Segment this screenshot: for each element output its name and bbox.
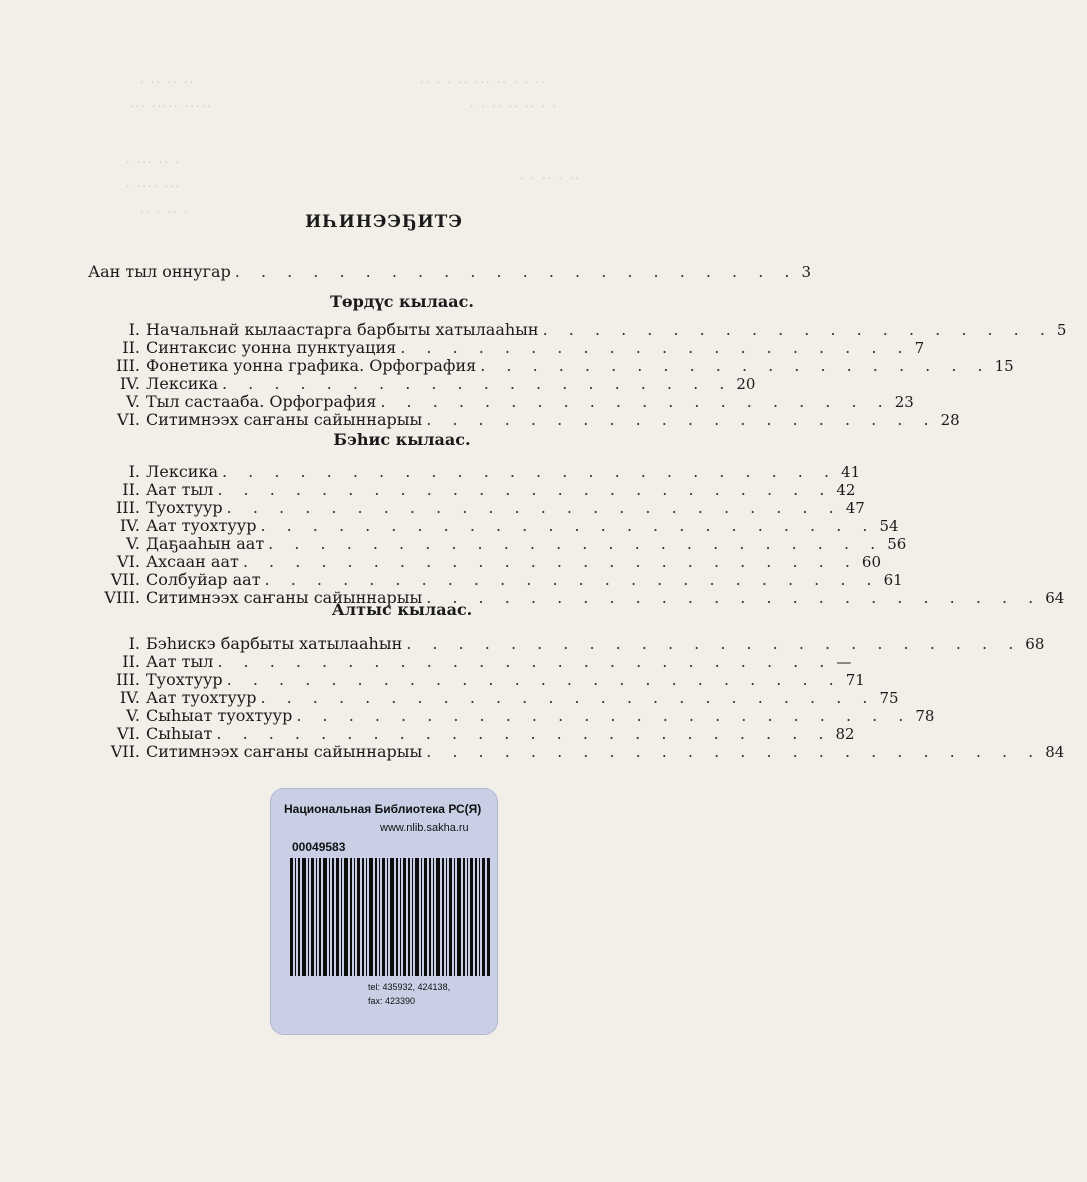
toc-row [88,706,935,725]
toc-row [88,670,865,689]
toc-row [88,724,855,743]
toc-leader-dots: . . . . . . . . . . . . . . . . . . . . . . . . [406,634,1022,653]
barcode-number: 00049583 [292,840,346,854]
toc-entry-number: II. [122,480,140,499]
toc-entry-label: Солбуйар аат [146,570,261,589]
toc-leader-dots: . . . . . . . . . . . . . . . . . . . . . . . . [426,588,1042,607]
toc-row [88,516,899,535]
toc-leader-dots: . . . . . . . . . . . . . . . . . . . . . . . . [264,570,880,589]
toc-entry-label: Начальнай кылаастарга барбыты хатылааһын [146,320,539,339]
toc-entry-number: III. [115,356,140,375]
toc-entry-label: Лексика [146,462,218,481]
toc-leader-dots: . . . . . . . . . . . . . . . . . . . . . . . . [217,652,833,671]
toc-entry-label: Сыһыат туохтуур [146,706,293,725]
toc-entry-page: 15 [994,357,1014,375]
toc-entry-page: 28 [940,411,960,429]
toc-row [88,742,1065,761]
toc-entry-page: 7 [914,339,925,357]
toc-entry-number: V. [126,392,140,411]
toc-entry-number: VI. [117,552,140,571]
toc-row [88,262,812,281]
toc-entry-label: Фонетика уонна графика. Орфография [146,356,477,375]
section-heading: Алтыс кылаас. [331,600,473,619]
toc-entry-page: 54 [879,517,899,535]
toc-entry-page: 41 [841,463,861,481]
toc-entry-label: Сыһыат [146,724,213,743]
toc-row [88,356,1014,375]
toc-entry-label: Туохтуур [146,670,223,689]
toc-entry-label: Аат тыл [146,480,214,499]
toc-entry-label: Ахсаан аат [146,552,239,571]
toc-row [88,652,852,671]
toc-leader-dots: . . . . . . . . . . . . . . . . . . . . . . . . [226,670,842,689]
toc-entry-page: 42 [836,481,856,499]
toc-entry-number: VII. [110,742,140,761]
toc-row [88,462,861,481]
toc-entry-page: 82 [835,725,855,743]
toc-entry-number: VI. [117,724,140,743]
library-url: www.nlib.sakha.ru [380,822,469,834]
barcode-icon [290,858,490,976]
toc-entry-number: I. [128,320,140,339]
toc-entry-page: 47 [845,499,865,517]
toc-leader-dots: . . . . . . . . . . . . . . . . . . . . [426,410,937,429]
toc-leader-dots: . . . . . . . . . . . . . . . . . . . . . . . . [217,480,833,499]
toc-entry-page: 20 [736,375,756,393]
section-heading: Бэһис кылаас. [333,430,471,449]
toc-entry-label: Ситимнээх саҥаны сайыннарыы [146,742,423,761]
toc-leader-dots: . . . . . . . . . . . . . . . . . . . . [542,320,1053,339]
section-heading: Төрдүс кылаас. [330,292,474,311]
toc-entry-number: VI. [117,410,140,429]
toc-entry-number: V. [126,706,140,725]
toc-entry-label: Туохтуур [146,498,223,517]
toc-entry-page: 71 [845,671,865,689]
toc-leader-dots: . . . . . . . . . . . . . . . . . . . . [380,392,891,411]
toc-leader-dots: . . . . . . . . . . . . . . . . . . . . . . . . [242,552,858,571]
toc-section-grade-5 [88,430,1065,607]
bleed-through-mark: · · ·· · ·· [520,172,581,185]
toc-row [88,634,1045,653]
toc-leader-dots: . . . . . . . . . . . . . . . . . . . . . . . . [260,688,876,707]
toc-row [88,392,914,411]
toc-entry-label: Бэһискэ барбыты хатылааһын [146,634,403,653]
toc-row [88,570,903,589]
toc-section-grade-6 [88,600,1065,761]
toc-entry-number: VIII. [104,588,140,607]
toc-entry-number: III. [115,498,140,517]
toc-entry-page: 3 [801,263,812,281]
toc-row [88,498,865,517]
toc-entry-page: — [836,653,852,671]
toc-row [88,534,907,553]
toc-entry-page: 75 [879,689,899,707]
toc-leader-dots: . . . . . . . . . . . . . . . . . . . . . . . . [226,498,842,517]
toc-leader-dots: . . . . . . . . . . . . . . . . . . . . . . . . [296,706,912,725]
toc-entry-number: IV. [119,516,140,535]
toc-leader-dots: . . . . . . . . . . . . . . . . . . . . [480,356,991,375]
toc-entry-label: Лексика [146,374,218,393]
toc-section-grade-4 [88,292,1067,429]
toc-entry-label: Аат тыл [146,652,214,671]
toc-entry-page: 5 [1056,321,1067,339]
toc-entry-label: Ситимнээх саҥаны сайыннарыы [146,588,423,607]
toc-row [88,374,756,393]
toc-row [88,688,899,707]
toc-entry-number: VII. [110,570,140,589]
toc-entry-page: 60 [861,553,881,571]
toc-entry-number: V. [126,534,140,553]
toc-entry-page: 64 [1045,589,1065,607]
toc-leader-dots: . . . . . . . . . . . . . . . . . . . . . . . . [426,742,1042,761]
toc-entry-label: Ситимнээх саҥаны сайыннарыы [146,410,423,429]
toc-row [88,480,856,499]
toc-leader-dots: . . . . . . . . . . . . . . . . . . . . . . . . [260,516,876,535]
toc-entry-page: 23 [894,393,914,411]
bleed-through-mark: ·· · ·· · [140,206,190,219]
toc-entry-number: I. [128,634,140,653]
bleed-through-mark: · ·· ·· ·· [140,76,195,89]
toc-row [88,338,925,357]
toc-entry-number: II. [122,652,140,671]
toc-row [88,410,960,429]
toc-entry-label: Даҕааһын аат [146,534,265,553]
toc-leader-dots: . . . . . . . . . . . . . . . . . . . . [221,374,733,393]
toc-entry-page: 78 [915,707,935,725]
toc-leader-dots: . . . . . . . . . . . . . . . . . . . . . . . . [221,462,838,481]
toc-entry-page: 56 [887,535,907,553]
toc-leader-dots: . . . . . . . . . . . . . . . . . . . . [400,338,911,357]
toc-title: ИҺИНЭЭҔИТЭ [305,212,463,232]
library-name: Национальная Библиотека РС(Я) [284,802,482,816]
bleed-through-mark: ··· ····· ····· [130,100,213,113]
toc-entry-label: Аат туохтуур [146,516,257,535]
toc-row [88,552,881,571]
toc-entry-number: III. [115,670,140,689]
bleed-through-mark: · ···· ··· [126,180,181,193]
toc-entry-page: 68 [1025,635,1045,653]
toc-entry-number: II. [122,338,140,357]
library-sticker [270,788,498,1035]
toc-entry-label: Аан тыл оннугар [88,262,231,281]
toc-entry-label: Тыл састааба. Орфография [146,392,377,411]
bleed-through-mark: · ··· ·· · [126,156,181,169]
toc-entry-page: 61 [883,571,903,589]
toc-entry-number: IV. [119,374,140,393]
toc-intro [88,262,812,281]
toc-entry-label: Аат туохтуур [146,688,257,707]
toc-entry-number: I. [128,462,140,481]
toc-entry-page: 84 [1045,743,1065,761]
library-phone: tel: 435932, 424138, [368,982,451,992]
bleed-through-mark: ·· · · ·· ··· ·· · · ·· [420,76,547,89]
toc-entry-number: IV. [119,688,140,707]
toc-leader-dots: . . . . . . . . . . . . . . . . . . . . . . . . [216,724,832,743]
library-fax: fax: 423390 [368,996,416,1006]
bleed-through-mark: · · ·· ·· ·· · · [470,100,558,113]
toc-entry-label: Синтаксис уонна пунктуация [146,338,397,357]
toc-leader-dots: . . . . . . . . . . . . . . . . . . . . . . [234,262,798,281]
toc-row [88,320,1067,339]
toc-leader-dots: . . . . . . . . . . . . . . . . . . . . . . . . [268,534,884,553]
